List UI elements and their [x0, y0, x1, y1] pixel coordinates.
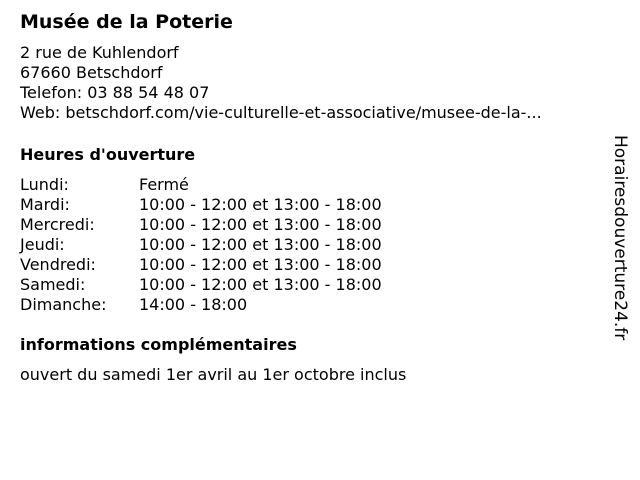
day-label: Lundi: — [20, 175, 69, 194]
day-label: Mardi: — [20, 195, 70, 214]
phone-number: Telefon: 03 88 54 48 07 — [20, 83, 210, 102]
additional-info-heading: informations complémentaires — [20, 335, 297, 354]
street-address: 2 rue de Kuhlendorf — [20, 43, 179, 62]
hours-value: 10:00 - 12:00 et 13:00 - 18:00 — [139, 255, 382, 274]
hours-row-lundi — [20, 175, 382, 195]
additional-info-text: ouvert du samedi 1er avril au 1er octobre inclus — [20, 365, 407, 384]
hours-row-vendredi — [20, 255, 382, 275]
hours-value: 10:00 - 12:00 et 13:00 - 18:00 — [139, 275, 382, 294]
hours-row-samedi — [20, 275, 382, 295]
day-label: Dimanche: — [20, 295, 107, 314]
site-watermark: Horairesdouverture24.fr — [610, 135, 630, 341]
hours-row-mardi — [20, 195, 382, 215]
opening-hours-heading: Heures d'ouverture — [20, 145, 196, 164]
hours-value: Fermé — [139, 175, 189, 194]
hours-value: 10:00 - 12:00 et 13:00 - 18:00 — [139, 195, 382, 214]
hours-row-jeudi — [20, 235, 382, 255]
hours-value: 10:00 - 12:00 et 13:00 - 18:00 — [139, 235, 382, 254]
day-label: Mercredi: — [20, 215, 95, 234]
day-label: Samedi: — [20, 275, 86, 294]
place-title: Musée de la Poterie — [20, 11, 233, 33]
day-label: Vendredi: — [20, 255, 96, 274]
day-label: Jeudi: — [20, 235, 65, 254]
website-link[interactable]: Web: betschdorf.com/vie-culturelle-et-associative/musee-de-la-... — [20, 103, 542, 122]
hours-value: 10:00 - 12:00 et 13:00 - 18:00 — [139, 215, 382, 234]
hours-value: 14:00 - 18:00 — [139, 295, 248, 314]
opening-hours-table — [20, 175, 382, 315]
postal-city: 67660 Betschdorf — [20, 63, 163, 82]
address-block — [20, 43, 542, 123]
hours-row-dimanche — [20, 295, 382, 315]
hours-row-mercredi — [20, 215, 382, 235]
